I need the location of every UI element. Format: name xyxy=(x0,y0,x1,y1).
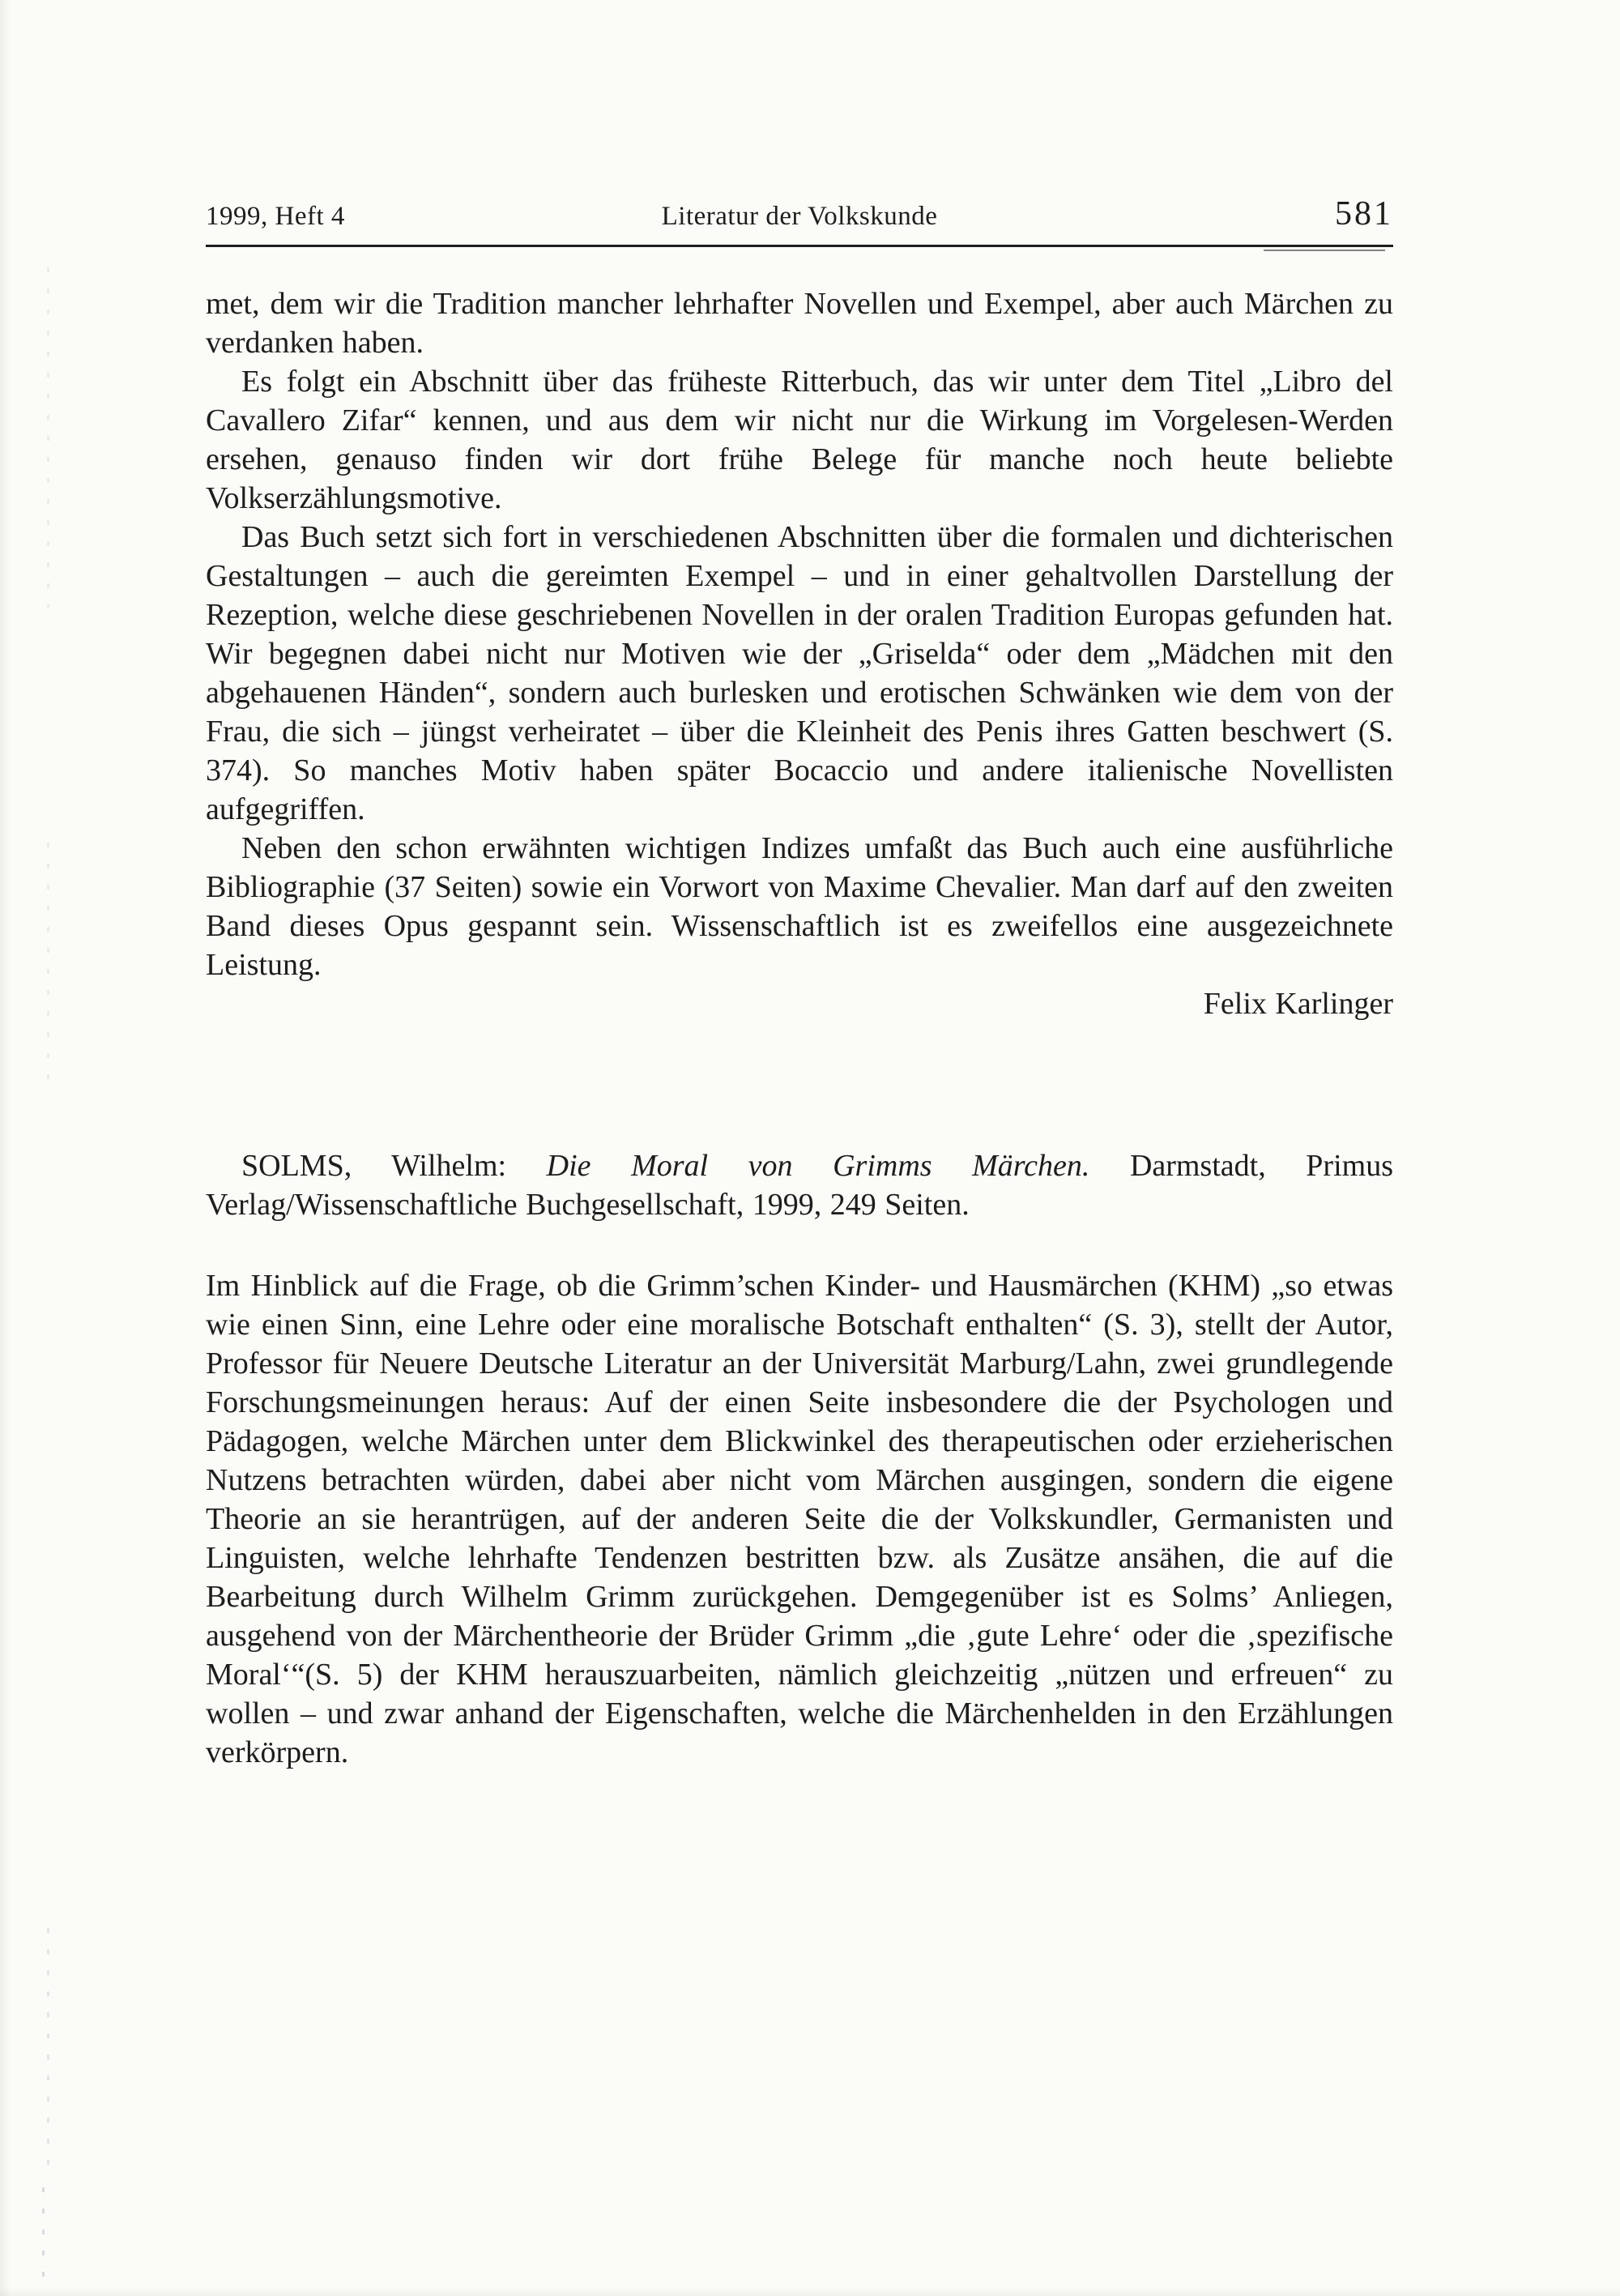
reviewer-signature: Felix Karlinger xyxy=(1203,987,1393,1021)
book-citation xyxy=(206,1146,1393,1224)
header-rule-echo xyxy=(1264,250,1385,251)
paragraph: Es folgt ein Abschnitt über das früheste Ritterbuch, das wir unter dem Titel „Libro del Cavallero Zifar“ kennen, und aus dem wir nicht nur die Wirkung im Vorgelesen-Werden ersehen, genauso finden wir dort frühe Belege für manche noch heute beliebte Volkserzählungsmotive. xyxy=(206,365,1393,515)
paragraph: Im Hinblick auf die Frage, ob die Grimm’schen Kinder- und Hausmärchen (KHM) „so etwas wie einen Sinn, eine Lehre oder eine moralische Botschaft enthalten“ (S. 3), stellt der Autor, Professor für Neuere Deutsche Literatur an der Universität Marburg/Lahn, zwei grundlegende Forschungsmeinungen heraus: Auf der einen Seite insbesondere die der Psychologen und Pädagogen, welche Märchen unter dem Blickwinkel des therapeutischen oder erzieherischen Nutzens betrachten würden, dabei aber nicht vom Märchen ausgingen, sondern die eigene Theorie an sie herantrügen, auf der anderen Seite die der Volkskundler, Germanisten und Linguisten, welche lehrhafte Tendenzen bestritten bzw. als Zusätze ansähen, die auf die Bearbeitung durch Wilhelm Grimm zurückgehen. Demgegenüber ist es Solms’ Anliegen, ausgehend von der Märchentheorie der Brüder Grimm „die ‚gute Lehre‘ oder die ‚spezifische Moral‘“(S. 5) der KHM herauszuarbeiten, nämlich gleichzeitig „nützen und erfreuen“ zu wollen – und zwar anhand der Eigenschaften, welche die Märchenhelden in den Erzählungen verkörpern. xyxy=(206,1269,1393,1769)
paragraph: Neben den schon erwähnten wichtigen Indizes umfaßt das Buch auch eine ausführliche Bibliographie (37 Seiten) sowie ein Vorwort von Maxime Chevalier. Man darf auf den zweiten Band dieses Opus gespannt sein. Wissenschaftlich ist es zweifellos eine ausgezeichnete Leistung. xyxy=(206,831,1393,982)
scan-artifact xyxy=(42,2187,45,2285)
citation-publisher: Darmstadt, Primus Verlag/Wissenschaftliche Buchgesellschaft, 1999, 249 Seiten. xyxy=(206,1149,1393,1222)
citation-author: SOLMS, Wilhelm: xyxy=(241,1149,547,1183)
journal-title: Literatur der Volkskunde xyxy=(661,202,938,231)
scan-artifact xyxy=(47,267,49,608)
header-rule xyxy=(206,245,1393,247)
page-number: 581 xyxy=(1335,195,1393,233)
review-text-block xyxy=(206,284,1393,1772)
scan-artifact xyxy=(47,843,49,1086)
book-title: Die Moral von Grimms Märchen. xyxy=(546,1149,1090,1183)
issue-label: 1999, Heft 4 xyxy=(206,202,345,231)
paragraph: met, dem wir die Tradition mancher lehrhafter Novellen und Exempel, aber auch Märchen zu verdanken haben. xyxy=(206,287,1393,360)
paragraph: Das Buch setzt sich fort in verschiedenen Abschnitten über die formalen und dichterischen Gestaltungen – auch die gereimten Exempel – und in einer gehaltvollen Darstellung der Rezeption, welche diese geschriebenen Novellen in der oralen Tradition Europas gefunden hat. Wir begegnen dabei nicht nur Motiven wie der „Griselda“ oder dem „Mädchen mit den abgehauenen Händen“, sondern auch burlesken und erotischen Schwänken wie dem von der Frau, die sich – jüngst verheiratet – über die Kleinheit des Penis ihres Gatten beschwert (S. 374). So manches Motiv haben später Bocaccio und andere italienische Novellisten aufgegriffen. xyxy=(206,520,1393,826)
scan-artifact xyxy=(47,1928,49,2171)
page-header xyxy=(206,194,1393,233)
